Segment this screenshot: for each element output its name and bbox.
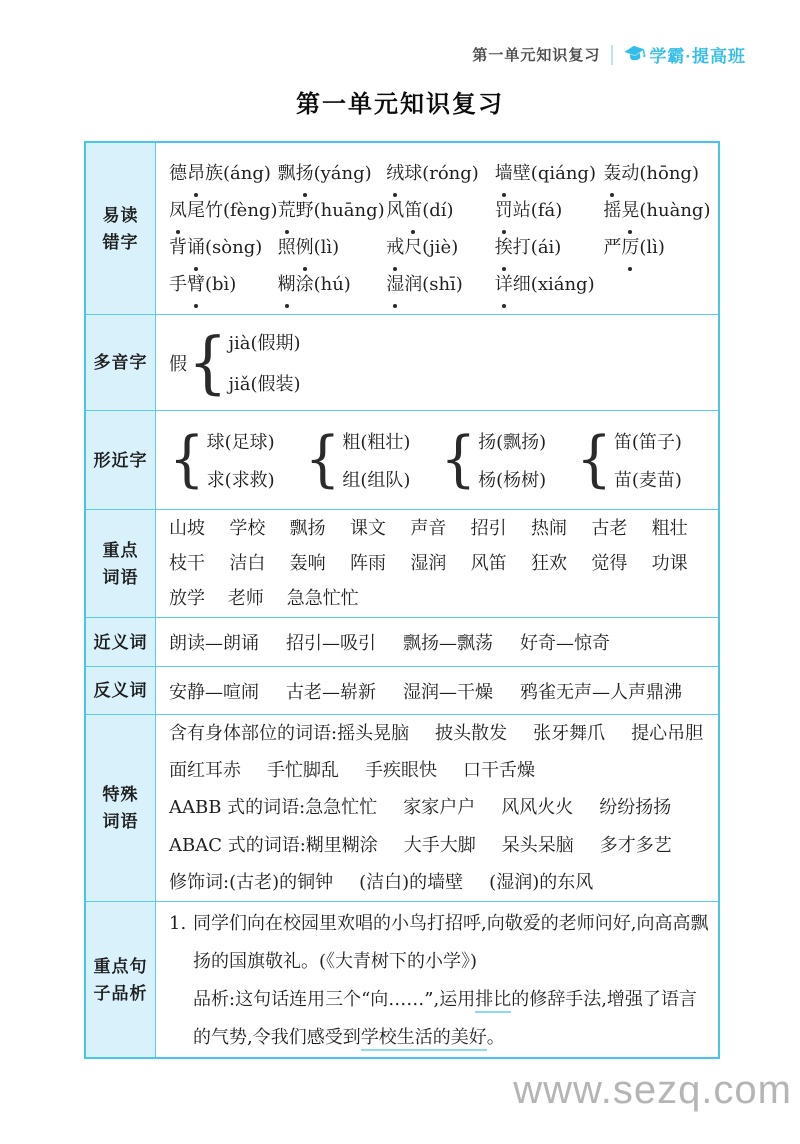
word-item: 风笛 bbox=[470, 553, 507, 574]
dotted-char: 详 bbox=[495, 266, 513, 303]
special-words-line bbox=[169, 864, 712, 901]
special-word: 手疾眼快 bbox=[365, 760, 437, 782]
brace-glyph: { bbox=[188, 322, 228, 402]
dotted-char: 凤 bbox=[169, 192, 187, 229]
dotted-char: 挨 bbox=[495, 229, 513, 266]
polyphonic-base-char: 假 bbox=[169, 353, 187, 375]
brace-group-entry: 杨(杨树) bbox=[478, 470, 547, 491]
watermark: www.sezq.com bbox=[513, 1068, 792, 1112]
special-word: 手忙脚乱 bbox=[267, 760, 339, 782]
pair-item: 飘扬—飘荡 bbox=[403, 633, 493, 654]
polyphonic-group bbox=[169, 322, 712, 402]
pinyin-line bbox=[169, 192, 712, 229]
text-segment: 品析:这句话连用三个“向……”,运用 bbox=[193, 988, 476, 1010]
word-item: 声音 bbox=[410, 518, 447, 539]
special-words-line bbox=[169, 827, 712, 864]
pinyin-word: 摇晃(huàng) bbox=[603, 192, 712, 229]
brace-group bbox=[576, 424, 712, 495]
table-row bbox=[86, 143, 718, 314]
dotted-char: 湿 bbox=[386, 266, 404, 303]
brace-group bbox=[440, 424, 577, 495]
dotted-char: 晃 bbox=[621, 192, 639, 229]
word-item: 粗壮 bbox=[651, 518, 688, 539]
row-content bbox=[156, 715, 718, 901]
table-row bbox=[86, 617, 718, 666]
brace-glyph: { bbox=[169, 424, 205, 495]
word-item: 老师 bbox=[227, 588, 264, 609]
sentence-number: 1. bbox=[169, 912, 187, 934]
dotted-char: 臂 bbox=[187, 266, 205, 303]
pair-item: 古老—崭新 bbox=[286, 681, 376, 703]
table-row bbox=[86, 410, 718, 509]
dotted-char: 墙 bbox=[495, 155, 513, 192]
special-word: 摇头晃脑 bbox=[337, 723, 410, 744]
row-label bbox=[86, 902, 156, 1057]
analysis-text bbox=[193, 981, 712, 1057]
pair-item: 招引—吸引 bbox=[286, 633, 376, 654]
special-word: (古老)的铜钟 bbox=[229, 871, 334, 893]
pinyin-word: 手臂(bì) bbox=[169, 266, 278, 303]
row-label bbox=[86, 143, 156, 314]
row-content bbox=[156, 618, 718, 666]
pinyin-word: 荒野(huāng) bbox=[278, 192, 387, 229]
brace-group-entry: 粗(粗壮) bbox=[342, 432, 411, 453]
pinyin-word: 详细(xiáng) bbox=[495, 266, 604, 303]
table-row bbox=[86, 714, 718, 901]
brace-group bbox=[169, 424, 305, 495]
special-word: 披头散发 bbox=[435, 723, 508, 744]
special-word: 多才多艺 bbox=[599, 834, 672, 856]
polyphonic-option: jiǎ(假装) bbox=[228, 374, 301, 395]
brace-group-entries bbox=[478, 428, 546, 492]
pinyin-word: 德昂族(áng) bbox=[169, 155, 278, 192]
dotted-char: 厉 bbox=[621, 229, 639, 266]
pinyin-word: 风笛(dí) bbox=[386, 192, 495, 229]
word-line bbox=[169, 546, 712, 581]
word-item: 招引 bbox=[470, 518, 507, 539]
brand-logo bbox=[624, 42, 746, 67]
word-item: 课文 bbox=[349, 518, 386, 539]
row-label bbox=[86, 667, 156, 714]
pair-item: 湿润—干燥 bbox=[403, 681, 493, 703]
graduation-cap-icon bbox=[624, 44, 646, 66]
row-label-line: 反义词 bbox=[93, 681, 148, 700]
line-prefix: ABAC 式的词语: bbox=[169, 834, 306, 856]
brace-group-entry: 求(求救) bbox=[206, 470, 275, 491]
dotted-char: 轰 bbox=[603, 155, 621, 192]
row-content bbox=[156, 902, 718, 1057]
row-content bbox=[156, 510, 718, 617]
word-item: 功课 bbox=[651, 553, 688, 574]
pinyin-word: 糊涂(hú) bbox=[278, 266, 387, 303]
word-item: 山坡 bbox=[169, 518, 205, 539]
table-row bbox=[86, 314, 718, 410]
brace-group-entry: 扬(飘扬) bbox=[478, 432, 547, 453]
pinyin-word: 罚站(fá) bbox=[495, 192, 604, 229]
row-label-line: 易读 bbox=[102, 205, 139, 225]
special-word: 张牙舞爪 bbox=[533, 723, 606, 744]
brace-group-entry: 苗(麦苗) bbox=[613, 470, 682, 491]
pinyin-word: 轰动(hōng) bbox=[603, 155, 712, 192]
brace-group-entries bbox=[207, 428, 275, 492]
pair-item: 安静—喧闹 bbox=[169, 681, 259, 703]
special-word: 急急忙忙 bbox=[305, 797, 378, 819]
numbered-sentence bbox=[169, 905, 712, 981]
pinyin-word: 背诵(sòng) bbox=[169, 229, 278, 266]
row-label-line: 词语 bbox=[102, 812, 139, 831]
word-item: 湿润 bbox=[410, 553, 447, 574]
header-doc-title: 第一单元知识复习 bbox=[472, 47, 601, 64]
row-content bbox=[156, 667, 718, 714]
dotted-char: 荒 bbox=[278, 192, 296, 229]
dotted-char: 诵 bbox=[187, 229, 205, 266]
dotted-char: 笛 bbox=[404, 192, 422, 229]
row-label-line: 错字 bbox=[102, 232, 139, 252]
dotted-char: 罚 bbox=[495, 192, 513, 229]
word-item: 枝干 bbox=[169, 553, 205, 574]
pair-item: 朗读—朗诵 bbox=[169, 633, 259, 654]
brace-group bbox=[304, 424, 441, 495]
sentence-text bbox=[193, 905, 712, 981]
line-prefix: AABB 式的词语: bbox=[169, 797, 306, 819]
row-content bbox=[156, 143, 718, 314]
word-item: 觉得 bbox=[591, 553, 628, 574]
special-word: 糊里糊涂 bbox=[305, 834, 378, 856]
row-label bbox=[86, 510, 156, 617]
brace-group-entries bbox=[342, 428, 410, 492]
special-word: 风风火火 bbox=[501, 797, 574, 819]
line-prefix: 修饰词: bbox=[169, 871, 230, 893]
pinyin-line bbox=[169, 155, 712, 192]
special-word: (湿润)的东风 bbox=[489, 871, 594, 893]
review-table bbox=[84, 141, 720, 1059]
pinyin-word: 绒球(róng) bbox=[386, 155, 495, 192]
row-label-line: 词语 bbox=[102, 567, 139, 587]
pinyin-word: 戒尺(jiè) bbox=[386, 229, 495, 266]
special-words-line bbox=[169, 715, 712, 752]
pinyin-word: 飘扬(yáng) bbox=[278, 155, 387, 192]
brace-group-entry: 球(足球) bbox=[206, 432, 275, 453]
row-label bbox=[86, 411, 156, 509]
page-header bbox=[472, 42, 746, 67]
sentence-analysis bbox=[169, 903, 712, 1057]
brace-glyph: { bbox=[440, 424, 477, 495]
header-divider bbox=[611, 45, 613, 65]
row-label bbox=[86, 618, 156, 666]
word-item: 急急忙忙 bbox=[286, 588, 359, 609]
special-word: 纷纷扬扬 bbox=[599, 797, 672, 819]
word-item: 学校 bbox=[229, 518, 266, 539]
pinyin-line bbox=[169, 266, 712, 303]
row-label-line: 重点 bbox=[102, 540, 139, 560]
special-word: (洁白)的墙壁 bbox=[359, 871, 464, 893]
pair-line bbox=[169, 629, 712, 655]
pinyin-word: 凤尾竹(fèng) bbox=[169, 192, 278, 229]
pair-line bbox=[169, 678, 712, 704]
special-words-line bbox=[169, 789, 712, 826]
brace-group-entry: 笛(笛子) bbox=[613, 432, 682, 453]
brand-name: 学霸·提高班 bbox=[649, 47, 746, 66]
pinyin-line bbox=[169, 229, 712, 266]
special-word: 口干舌燥 bbox=[463, 760, 535, 782]
word-item: 古老 bbox=[591, 518, 628, 539]
row-label-line: 重点句 bbox=[93, 956, 148, 976]
text-segment: 。 bbox=[486, 1026, 505, 1048]
pinyin-word: 照例(lì) bbox=[278, 229, 387, 266]
row-label-line: 多音字 bbox=[93, 353, 148, 372]
word-line bbox=[169, 511, 712, 546]
table-row bbox=[86, 666, 718, 714]
line-prefix: 含有身体部位的词语: bbox=[169, 723, 338, 744]
dotted-char: 昂 bbox=[187, 155, 205, 192]
underlined-phrase: 学校生活的美好 bbox=[361, 1027, 487, 1051]
dotted-char: 例 bbox=[296, 229, 314, 266]
table-row bbox=[86, 509, 718, 617]
special-words-line bbox=[169, 752, 712, 789]
row-label-line: 子品析 bbox=[93, 983, 148, 1003]
word-item: 飘扬 bbox=[289, 518, 326, 539]
row-content bbox=[156, 315, 718, 410]
pair-item: 鸦雀无声—人声鼎沸 bbox=[520, 681, 682, 703]
dotted-char: 绒 bbox=[386, 155, 404, 192]
special-word: 提心吊胆 bbox=[631, 723, 704, 744]
polyphonic-option: jià(假期) bbox=[228, 333, 301, 354]
row-label bbox=[86, 715, 156, 901]
pinyin-word: 墙壁(qiáng) bbox=[495, 155, 604, 192]
brace-group-entry: 组(组队) bbox=[342, 470, 411, 491]
polyphonic-options bbox=[228, 329, 300, 396]
special-word: 呆头呆脑 bbox=[501, 834, 574, 856]
special-word: 面红耳赤 bbox=[169, 760, 241, 782]
underlined-phrase: 排比 bbox=[475, 989, 511, 1013]
word-item: 轰响 bbox=[289, 553, 326, 574]
word-item: 热闹 bbox=[530, 518, 567, 539]
row-label-line: 特殊 bbox=[102, 785, 139, 804]
brace-groups bbox=[169, 424, 712, 495]
word-item: 放学 bbox=[169, 588, 205, 609]
row-label-line: 近义词 bbox=[93, 632, 148, 652]
word-item: 狂欢 bbox=[530, 553, 567, 574]
pair-item: 好奇—惊奇 bbox=[520, 633, 610, 654]
pinyin-word: 挨打(ái) bbox=[495, 229, 604, 266]
brace-glyph: { bbox=[576, 424, 612, 495]
table-row bbox=[86, 901, 718, 1057]
page-title: 第一单元知识复习 bbox=[296, 91, 504, 118]
word-item: 阵雨 bbox=[349, 553, 386, 574]
dotted-char: 糊 bbox=[278, 266, 296, 303]
text-segment: 同学们向在校园里欢唱的小鸟打招呼,向敬爱的老师问好,向高高飘扬的国旗敬礼。(《大青树下的小学》) bbox=[193, 912, 709, 972]
pinyin-word: 湿润(shī) bbox=[386, 266, 495, 303]
special-word: 大手大脚 bbox=[403, 834, 476, 856]
brace-glyph: { bbox=[304, 424, 341, 495]
brace-group-entries bbox=[614, 428, 682, 492]
word-line bbox=[169, 581, 712, 616]
row-label bbox=[86, 315, 156, 410]
dotted-char: 扬 bbox=[296, 155, 314, 192]
row-label-line: 形近字 bbox=[93, 450, 148, 470]
row-content bbox=[156, 411, 718, 509]
pinyin-word: 严厉(lì) bbox=[603, 229, 712, 266]
special-word: 家家户户 bbox=[403, 797, 476, 819]
text-segment: 的修辞手法,增强了语言的气势,令我们感受到 bbox=[193, 988, 697, 1048]
word-item: 洁白 bbox=[229, 553, 266, 574]
dotted-char: 戒 bbox=[386, 229, 404, 266]
